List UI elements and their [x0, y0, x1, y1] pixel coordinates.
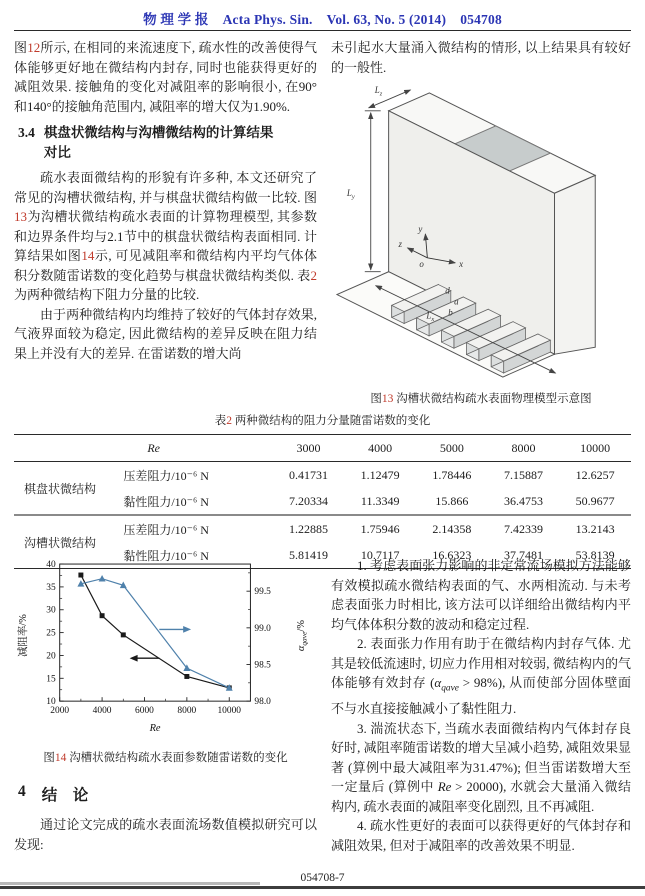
- arrow-right: [183, 626, 191, 633]
- dim-label-Lz: $L_z$: [374, 84, 383, 98]
- re-value-header: 8000: [488, 435, 560, 462]
- re-value-header: 5000: [416, 435, 488, 462]
- figure-ref[interactable]: 2: [226, 415, 232, 427]
- table-2: [14, 434, 631, 569]
- table-cell: 13.2143: [559, 515, 631, 542]
- left-y-tick-label: 25: [46, 628, 56, 639]
- table-cell: 16.6323: [432, 547, 472, 562]
- right-y-tick-label: 99.5: [254, 587, 271, 598]
- table-cell: 36.4753: [503, 493, 543, 508]
- table-header-row: [14, 435, 631, 462]
- table-cell: 37.7481: [503, 547, 543, 562]
- table-cell: 53.8139: [575, 547, 615, 562]
- x-axis-label: Re: [149, 722, 161, 734]
- table-row: [14, 515, 631, 542]
- table-cell: 1.75946: [344, 515, 416, 542]
- right-y-tick-label: 98.5: [254, 660, 271, 671]
- section-title: 棋盘状微结构与沟槽微结构的计算结果对比: [43, 125, 274, 160]
- styled-text: α: [434, 675, 442, 690]
- group-label: 沟槽状微结构: [14, 515, 121, 569]
- plot-frame: [60, 564, 251, 701]
- left-y-tick-label: 10: [46, 697, 56, 708]
- table-2-block: [14, 408, 631, 569]
- left-y-axis-label: 减阻率/%: [17, 614, 29, 658]
- right-column-lower: [331, 556, 631, 855]
- x-tick-label: 10000: [217, 706, 242, 717]
- table-row: [14, 462, 631, 489]
- conclusion-paragraph: 3. 湍流状态下, 当疏水表面微结构内气体封存良好时, 减阻率随雷诺数的增大呈减小趋势, 减阻效果显著 (算例中最大减阻率为31.47%); 但当雷诺数增大至一定量后 (算例中 Re > 20000), 水就会大量涌入微结构内, 疏水表面的减阻率变化剧烈, 且不再减阻.: [331, 720, 631, 814]
- journal-title-cn: 物 理 学 报: [143, 12, 209, 27]
- right-y-axis-label: $\alpha_{qave}/\%$: [296, 620, 309, 652]
- marker-square: [184, 674, 189, 679]
- journal-header: [0, 8, 645, 28]
- groove-label-b: b: [448, 307, 453, 318]
- right-y-tick-label: 98.0: [254, 697, 271, 708]
- row-label: 压差阻力/10⁻⁶ N: [121, 515, 272, 542]
- row-label: 黏性阻力/10⁻⁶ N: [123, 548, 209, 563]
- row-label: 压差阻力/10⁻⁶ N: [123, 468, 209, 483]
- page-number: 054708-7: [300, 872, 345, 884]
- figure-ref[interactable]: 14: [54, 752, 67, 764]
- marker-square: [100, 613, 105, 618]
- body-paragraph: 通过论文完成的疏水表面流场数值模拟研究可以发现:: [14, 817, 317, 852]
- table-cell: 5.81419: [289, 547, 329, 562]
- left-y-tick-label: 15: [46, 674, 56, 685]
- arrow-left: [130, 655, 138, 662]
- left-column-lower: [14, 556, 317, 855]
- re-value-header: 4000: [344, 435, 416, 462]
- x-tick-label: 8000: [177, 706, 197, 717]
- section-number: 3.4: [18, 125, 35, 140]
- table-cell: 50.9677: [575, 493, 615, 508]
- series-减阻率: [81, 575, 229, 688]
- table-cell: 1.12479: [360, 467, 400, 482]
- groove-label-a: a: [454, 296, 459, 307]
- section-number: 4: [18, 783, 26, 800]
- figure-13-caption: 图13 沟槽状微结构疏水表面物理模型示意图: [370, 393, 592, 405]
- conclusion-paragraph: 2. 表面张力作用有助于在微结构内封存气体. 尤其是较低流速时, 切应力作用相对较弱, 微结构内的气体能够有效封存 $(\alpha_{qave} > 98\%)$, 从而使部分固体壁面不与水直接接触减小了黏性阻力.: [331, 636, 631, 717]
- figure-ref[interactable]: 13: [381, 393, 394, 405]
- journal-volume: Vol. 63, No. 5 (2014): [326, 12, 447, 27]
- table-cell: 7.15887: [503, 467, 543, 482]
- figure-14-caption: 图14 沟槽状微结构疏水表面参数随雷诺数的变化: [43, 752, 288, 764]
- styled-text: Re: [437, 779, 452, 795]
- scan-artifact-smudge: [0, 882, 260, 885]
- table-cell: 10.7117: [360, 547, 400, 562]
- journal-title-en: Acta Phys. Sin.: [222, 12, 313, 27]
- body-paragraph: 未引起水大量涌入微结构的情形, 以上结果具有较好的一般性.: [331, 40, 631, 75]
- table-cell: 7.42339: [488, 515, 560, 542]
- table-cell: 0.41731: [289, 467, 329, 482]
- re-header: Re: [121, 435, 272, 462]
- figure-13-drawing: [331, 83, 631, 381]
- section-4-heading: [18, 783, 317, 805]
- left-y-tick-label: 30: [46, 605, 56, 616]
- right-column-upper: [331, 38, 631, 406]
- table-cell: 11.3349: [360, 493, 400, 508]
- x-tick-label: 6000: [135, 706, 154, 717]
- left-column-upper: [14, 38, 317, 406]
- axis-label-x: x: [459, 258, 464, 269]
- axis-label-o: o: [419, 258, 424, 269]
- series-αqave: [81, 579, 229, 688]
- section-title: 结 论: [41, 787, 89, 804]
- journal-article-no: 054708: [460, 12, 502, 27]
- table-cell: 7.20334: [289, 493, 329, 508]
- figure-ref[interactable]: 13: [14, 209, 27, 224]
- styled-text: qave: [441, 683, 459, 694]
- marker-square: [78, 573, 83, 578]
- right-y-tick-label: 99.0: [254, 623, 271, 634]
- x-tick-label: 2000: [50, 706, 70, 717]
- table-cell: 15.866: [435, 493, 469, 508]
- left-y-tick-label: 35: [46, 582, 56, 593]
- table-cell: 1.78446: [432, 467, 472, 482]
- groove-label-d: d: [445, 285, 450, 296]
- marker-square: [121, 632, 126, 637]
- body-paragraph: 由于两种微结构内均维持了较好的气体封存效果, 气液界面较为稳定, 因此微结构的差异反映在阻力结果上并没有大的差异. 在雷诺数的增大尚: [14, 306, 317, 361]
- figure-14-chart: [14, 556, 317, 740]
- dim-label-Lx: $L_x$: [426, 310, 435, 323]
- table-2-caption: 表2 两种微结构的阻力分量随雷诺数的变化: [214, 415, 431, 427]
- axis-label-y: y: [418, 224, 423, 234]
- figure-ref[interactable]: 12: [27, 40, 41, 55]
- upper-content: [14, 38, 631, 406]
- section-3-4-heading: [18, 123, 317, 163]
- table-cell: 12.6257: [575, 467, 615, 482]
- body-paragraph: 疏水表面微结构的形貌有许多种, 本文还研究了常见的沟槽状微结构, 并与棋盘状微结构做一比较. 图13为沟槽状微结构疏水表面的计算物理模型, 其参数和边界条件均与2.1节中的棋盘状微结构表面相同. 计算结果如图14示, 可见减阻率和微结构内平均气体体积分数随雷诺数的变化趋势与棋盘状微结构类似. 表2为两种微结构下阻力分量的比较.: [14, 170, 317, 302]
- x-tick-label: 4000: [92, 706, 112, 717]
- group-label: 棋盘状微结构: [24, 481, 97, 496]
- row-label: 黏性阻力/10⁻⁶ N: [123, 494, 209, 509]
- re-value-header: 3000: [273, 435, 345, 462]
- conclusion-paragraph: 1. 考虑表面张力影响的非定常流场模拟方法能够有效模拟疏水微结构表面的气、水两相流动. 与未考虑表面张力时相比, 该方法可以详细给出微结构内平均气体体积分数的波动和稳定过程.: [331, 558, 631, 632]
- scan-artifact-line: [0, 886, 645, 889]
- figure-ref[interactable]: 2: [310, 267, 317, 283]
- figure-ref[interactable]: 14: [81, 248, 95, 263]
- figure-13: [331, 83, 631, 406]
- lower-content: [14, 556, 631, 855]
- table-cell: 2.14358: [416, 515, 488, 542]
- axis-label-z: z: [398, 238, 403, 249]
- marker-triangle: [99, 575, 106, 582]
- table-cell: 1.22885: [273, 515, 345, 542]
- left-y-tick-label: 20: [46, 651, 56, 662]
- body-paragraph: 图12所示, 在相同的来流速度下, 疏水性的改善使得气体能够更好地在微结构内封存, 同时也能获得更好的减阻效果. 接触角的变化对减阻率的影响很小, 在90°和140°的接触角范围内, 减阻率的增大仅为1.90%.: [14, 40, 317, 114]
- table-cell: [14, 435, 121, 462]
- conclusion-paragraph: 4. 疏水性更好的表面可以获得更好的气体封存和减阻效果, 但对于减阻率的改善效果不明显.: [331, 818, 631, 853]
- header-rule: [14, 30, 631, 31]
- dim-label-Ly: $L_y$: [346, 188, 355, 201]
- left-y-tick-label: 40: [46, 560, 56, 571]
- re-value-header: 10000: [559, 435, 631, 462]
